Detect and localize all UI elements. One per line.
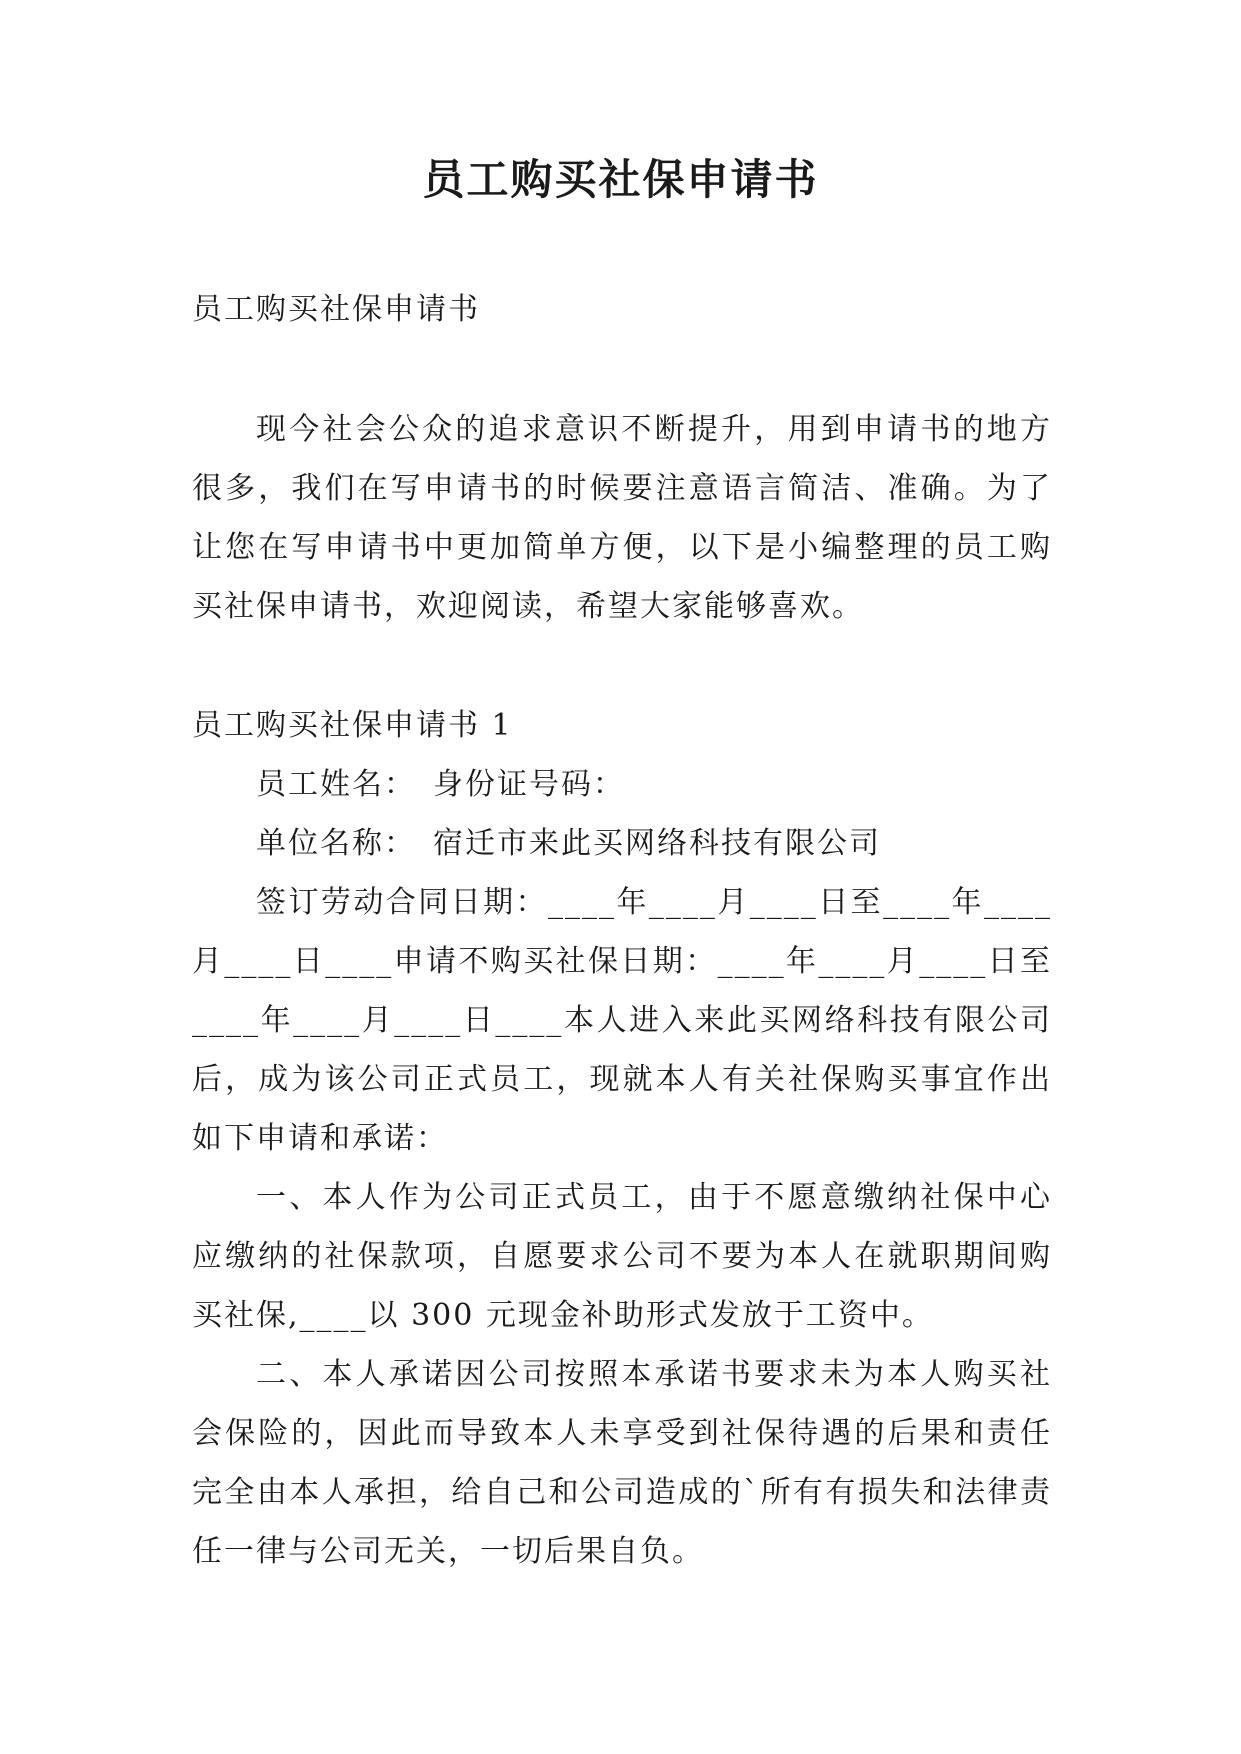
contract-date-paragraph: 签订劳动合同日期：____年____月____日至____年____月____日____申请不购买社保日期：____年____月____日至____年____月____日____本人进入来此买网络科技有限公司后，成为该公司正式员工，现就本人有关社保购买事宜作出如下申请和承诺： bbox=[192, 885, 1052, 1156]
clause-two-paragraph: 二、本人承诺因公司按照本承诺书要求未为本人购买社会保险的，因此而导致本人未享受到社保待遇的后果和责任完全由本人承担，给自己和公司造成的`所有有损失和法律责任一律与公司无关，一切后果自负。 bbox=[192, 1357, 1052, 1569]
intro-paragraph: 现今社会公众的追求意识不断提升，用到申请书的地方很多，我们在写申请书的时候要注意语言简洁、准确。为了让您在写申请书中更加简单方便，以下是小编整理的员工购买社保申请书，欢迎阅读，希望大家能够喜欢。 bbox=[192, 412, 1052, 624]
company-name-line: 单位名称： 宿迁市来此买网络科技有限公司 bbox=[256, 826, 881, 861]
clause-one-paragraph: 一、本人作为公司正式员工，由于不愿意缴纳社保中心应缴纳的社保款项，自愿要求公司不要为本人在就职期间购买社保,____以 300 元现金补助形式发放于工资中。 bbox=[192, 1180, 1052, 1333]
document-subtitle: 员工购买社保申请书 bbox=[192, 292, 480, 327]
document-body bbox=[192, 290, 1052, 1581]
section-heading: 员工购买社保申请书 1 bbox=[192, 708, 513, 743]
employee-name-line: 员工姓名： 身份证号码： bbox=[256, 767, 625, 802]
document-title: 员工购买社保申请书 bbox=[422, 155, 819, 204]
